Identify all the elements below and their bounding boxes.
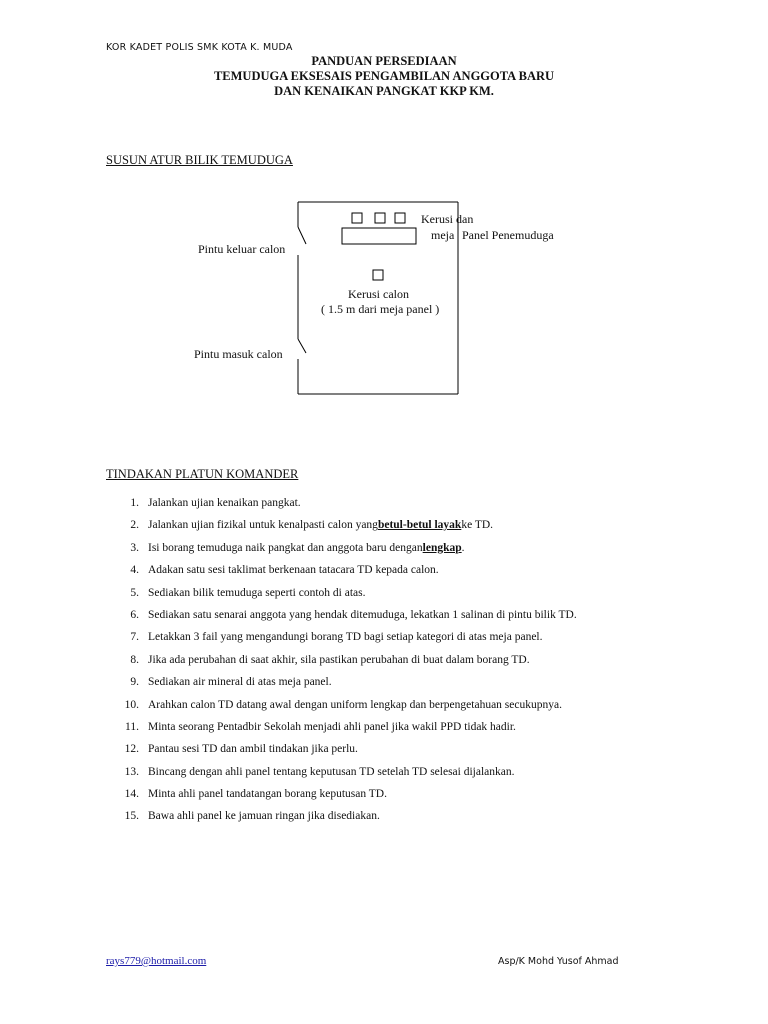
list-item: 12. Pantau sesi TD dan ambil tindakan jika perlu. <box>124 743 358 756</box>
exit-door-swing <box>298 227 306 244</box>
list-item: 5. Sediakan bilik temuduga seperti contoh di atas. <box>130 586 366 599</box>
panel-label-line2b: Panel Penemuduga <box>462 228 554 242</box>
list-item: 6. Sediakan satu senarai anggota yang hendak ditemuduga, lekatkan 1 salinan di pintu bilik TD. <box>130 608 577 621</box>
list-item: 14. Minta ahli panel tandatangan borang keputusan TD. <box>124 788 387 801</box>
list-item: 2. Jalankan ujian fizikal untuk kenalpasti calon yang betul-betul layak ke TD. <box>130 519 494 532</box>
panel-label-line1: Kerusi dan <box>421 212 474 226</box>
exit-door-label: Pintu keluar calon <box>198 242 286 256</box>
room-layout-diagram <box>180 195 580 405</box>
panel-chair-1 <box>352 213 362 223</box>
author-email-link[interactable]: rays779@hotmail.com <box>106 955 207 967</box>
list-item: 8. Jika ada perubahan di saat akhir, sila pastikan perubahan di buat dalam borang TD. <box>130 653 530 666</box>
list-item: 13. Bincang dengan ahli panel tentang keputusan TD setelah TD selesai dijalankan. <box>124 765 515 778</box>
section-heading-room-layout: SUSUN ATUR BILIK TEMUDUGA <box>106 153 293 167</box>
entry-door-swing <box>298 339 306 353</box>
panel-label-line2a: meja <box>431 228 455 242</box>
list-item: 1. Jalankan ujian kenaikan pangkat. <box>130 497 301 509</box>
doc-title-line3: DAN KENAIKAN PANGKAT KKP KM. <box>274 84 494 98</box>
list-item: 11. Minta seorang Pentadbir Sekolah menjadi ahli panel jika wakil PPD tidak hadir. <box>125 720 516 733</box>
list-item: 9. Sediakan air mineral di atas meja panel. <box>130 676 332 689</box>
doc-title-line1: PANDUAN PERSEDIAAN <box>311 54 457 68</box>
list-item: 4. Adakan satu sesi taklimat berkenaan tatacara TD kepada calon. <box>130 564 439 577</box>
author-name: Asp/K Mohd Yusof Ahmad <box>498 956 619 967</box>
action-list <box>106 495 577 831</box>
entry-door-label: Pintu masuk calon <box>194 347 283 361</box>
org-header: KOR KADET POLIS SMK KOTA K. MUDA <box>106 42 293 53</box>
list-item: 15. Bawa ahli panel ke jamuan ringan jika disediakan. <box>124 810 380 823</box>
section-heading-commander-actions: TINDAKAN PLATUN KOMANDER <box>106 467 299 481</box>
candidate-distance-note: ( 1.5 m dari meja panel ) <box>321 302 440 316</box>
doc-title-line2: TEMUDUGA EKSESAIS PENGAMBILAN ANGGOTA BARU <box>213 69 555 83</box>
panel-chair-3 <box>395 213 405 223</box>
list-item: 7. Letakkan 3 fail yang mengandungi borang TD bagi setiap kategori di atas meja panel. <box>130 631 543 644</box>
candidate-chair <box>373 270 383 280</box>
candidate-chair-label: Kerusi calon <box>348 287 409 301</box>
list-item: 3. Isi borang temuduga naik pangkat dan anggota baru dengan lengkap . <box>130 541 465 554</box>
panel-chair-2 <box>375 213 385 223</box>
panel-table <box>342 228 416 244</box>
list-item: 10. Arahkan calon TD datang awal dengan uniform lengkap dan berpengetahuan secukupnya. <box>124 698 562 711</box>
